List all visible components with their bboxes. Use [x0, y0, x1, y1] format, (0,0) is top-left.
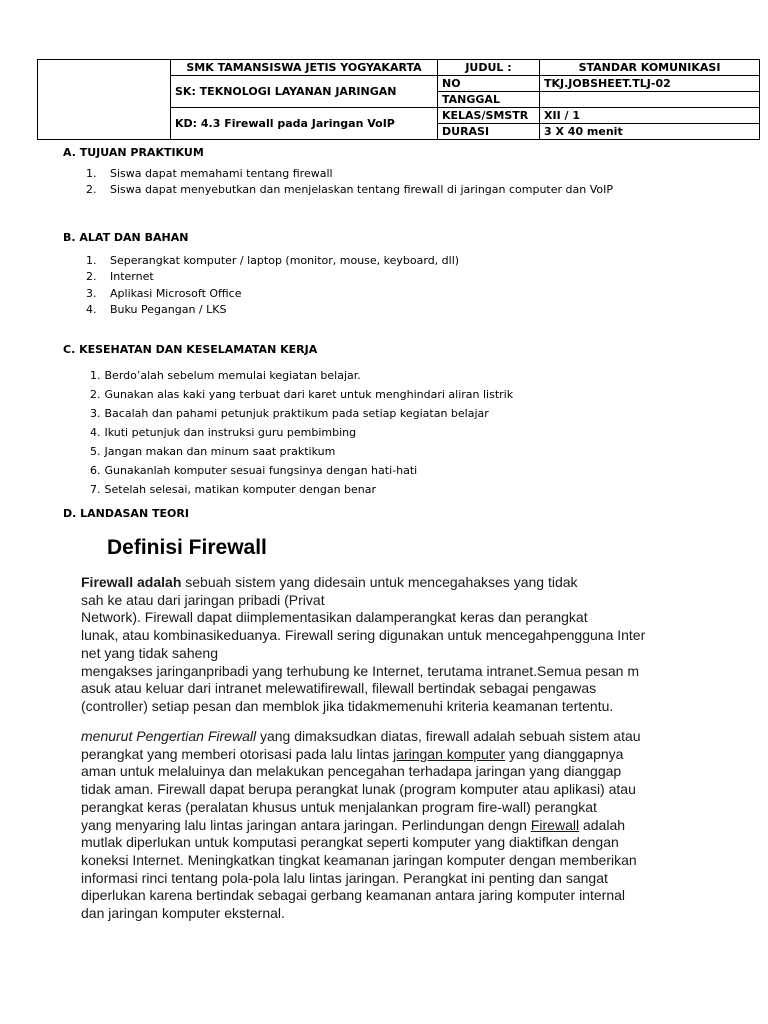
list-item — [90, 461, 513, 480]
p2-text-3: adalah mutlak diperlukan untuk komputasi perangkat seperti komputer yang diaktifkan dengan koneksi Internet. Meningkatkan tingkat keamanan jaringan komputer dengan memberikan informasi rinci tentang pola-pola lalu lintas jaringan. Perangkat ini penting dan sangat diperlukan karena bertindak sebagai gerbang keamanan antara jaring komputer internal dan jaringan komputer eksternal. — [81, 816, 637, 922]
judul-value: STANDAR KOMUNIKASI — [540, 60, 760, 76]
section-c-title: C. KESEHATAN DAN KESELAMATAN KERJA — [63, 343, 318, 356]
list-item-number: 1. — [90, 369, 101, 382]
link-jaringan-komputer[interactable]: jaringan komputer — [393, 745, 506, 762]
link-firewall[interactable]: Firewall — [530, 816, 580, 833]
section-a-title: A. TUJUAN PRAKTIKUM — [63, 146, 204, 159]
p1-body: sebuah sistem yang didesain untuk mencegahakses yang tidak sah ke atau dari jaringan pribadi (Privat Network). Firewall dapat diimplementasikan dalamperangkat keras dan perangkat lunak, atau kombinasikeduanya. Firewall sering digunakan untuk mencegahpengguna Inter net yang tidak saheng mengakses jaringanpribadi yang terhubung ke Internet, terutama intranet.Semua pesan m asuk atau keluar dari intranet melewatifirewall, filewall bertindak sebagai pengawas (controller) setiap pesan dan memblok jika tidakmemenuhi kriteria keamanan tertentu. — [81, 574, 646, 714]
theory-heading: Definisi Firewall — [107, 536, 267, 559]
list-item-number: 6. — [90, 464, 101, 477]
section-d-title: D. LANDASAN TEORI — [63, 507, 189, 520]
section-b-title: B. ALAT DAN BAHAN — [63, 231, 189, 244]
list-item-number: 3. — [86, 286, 97, 300]
no-label: NO — [438, 76, 540, 92]
list-item — [90, 366, 513, 385]
list-item — [90, 442, 513, 461]
section-b-list — [86, 253, 459, 318]
list-item — [86, 269, 459, 285]
list-item — [86, 182, 613, 198]
durasi-value: 3 X 40 menit — [540, 124, 760, 140]
list-item — [86, 166, 613, 182]
list-item — [86, 286, 459, 302]
list-item-number: 4. — [86, 302, 97, 316]
list-item-text: Seperangkat komputer / laptop (monitor, mouse, keyboard, dll) — [110, 254, 460, 267]
list-item — [86, 302, 459, 318]
list-item-number: 1. — [86, 254, 97, 267]
kd-text: KD: 4.3 Firewall pada Jaringan VoIP — [171, 108, 438, 140]
list-item-number: 1. — [86, 167, 97, 180]
list-item-text: Gunakanlah komputer sesuai fungsinya dengan hati-hati — [104, 464, 418, 477]
tanggal-value — [540, 92, 760, 108]
theory-paragraph-1 — [81, 574, 721, 716]
list-item-text: Berdo’alah sebelum memulai kegiatan belajar. — [104, 369, 361, 382]
list-item — [90, 423, 513, 442]
section-c-list — [90, 366, 513, 499]
list-item-number: 2. — [90, 388, 101, 401]
p2-text-2: yang dianggapnya aman untuk melaluinya dan melakukan pencegahan terhadapa jaringan yang dianggap tidak aman. Firewall dapat berupa perangkat lunak (program komputer atau aplikasi) atau perangkat keras (peralatan khusus untuk menjalankan program fire-wall) perangkat yang menyaring lalu lintas jaringan antara jaringan. Perlindungan dengn — [81, 745, 636, 833]
tanggal-label: TANGGAL — [438, 92, 540, 108]
p1-lead: Firewall adalah — [81, 574, 182, 590]
list-item — [90, 385, 513, 404]
list-item — [86, 253, 459, 269]
list-item-text: Jangan makan dan minum saat praktikum — [104, 445, 336, 458]
list-item-text: Gunakan alas kaki yang terbuat dari karet untuk menghindari aliran listrik — [104, 388, 514, 401]
list-item-number: 2. — [86, 183, 97, 197]
list-item-text: Ikuti petunjuk dan instruksi guru pembimbing — [104, 426, 357, 439]
p2-text-1: yang dimaksudkan diatas, firewall adalah sebuah sistem atau perangkat yang memberi otorisasi pada lalu lintas — [81, 728, 641, 762]
list-item-text: Internet — [110, 270, 154, 284]
school-name: SMK TAMANSISWA JETIS YOGYAKARTA — [171, 60, 438, 76]
no-value: TKJ.JOBSHEET.TLJ-02 — [540, 76, 760, 92]
durasi-label: DURASI — [438, 124, 540, 140]
judul-label: JUDUL : — [438, 60, 540, 76]
list-item-text: Bacalah dan pahami petunjuk praktikum pada setiap kegiatan belajar — [104, 407, 489, 420]
kelas-label: KELAS/SMSTR — [438, 108, 540, 124]
list-item-number: 7. — [90, 483, 101, 496]
theory-paragraph-2 — [81, 728, 721, 923]
list-item-number: 5. — [90, 445, 101, 458]
list-item-number: 3. — [90, 407, 101, 420]
kelas-value: XII / 1 — [540, 108, 760, 124]
list-item-text: Setelah selesai, matikan komputer dengan benar — [104, 483, 377, 496]
list-item — [90, 480, 513, 499]
header-table — [37, 59, 760, 140]
list-item-number: 4. — [90, 426, 101, 439]
list-item — [90, 404, 513, 423]
list-item-text: Aplikasi Microsoft Office — [110, 286, 242, 300]
section-a-list — [86, 166, 613, 199]
sk-text: SK: TEKNOLOGI LAYANAN JARINGAN — [171, 76, 438, 108]
list-item-text: Siswa dapat memahami tentang firewall — [110, 167, 333, 180]
list-item-text: Siswa dapat menyebutkan dan menjelaskan tentang firewall di jaringan computer dan VoIP — [110, 183, 613, 197]
list-item-text: Buku Pegangan / LKS — [110, 302, 227, 316]
list-item-number: 2. — [86, 270, 97, 284]
p2-lead: menurut Pengertian Firewall — [81, 728, 257, 744]
logo-cell — [38, 60, 171, 140]
